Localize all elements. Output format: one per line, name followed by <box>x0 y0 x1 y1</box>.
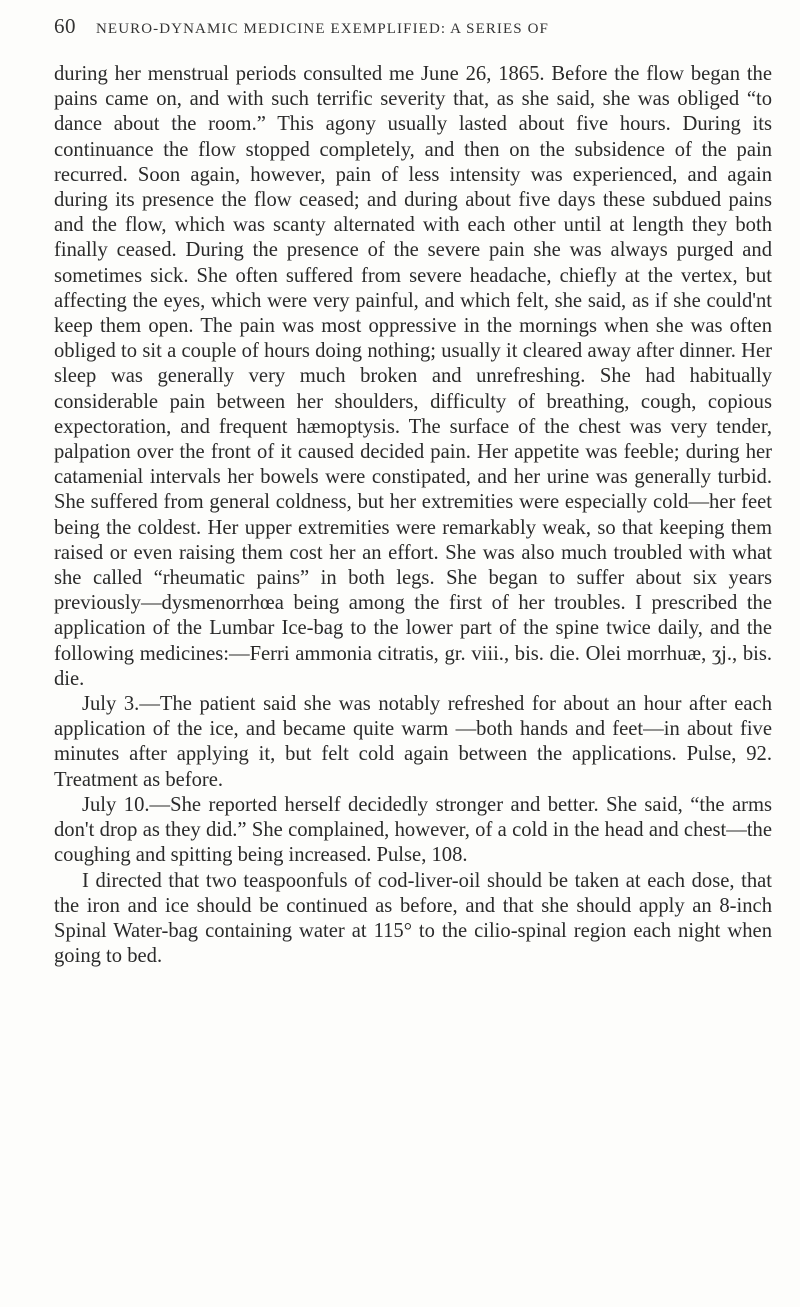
page-number: 60 <box>54 14 76 38</box>
paragraph-july-10: July 10.—She reported herself decidedly stronger and better. She said, “the arms don't drop as they did.” She complained, however, of a cold in the head and chest—the coughing and spitting being increased. Pulse, 108. <box>54 793 772 867</box>
paragraph-case-history: during her menstrual periods consulted me June 26, 1865. Before the flow began the pains came on, and with such terrific severity that, as she said, she was obliged “to dance about the room.” This agony usually lasted about five hours. During its continuance the flow stopped completely, and then on the subsidence of the pain recurred. Soon again, however, pain of less intensity was experienced, and again during its presence the flow ceased; and during about five days these subdued pains and the flow, which was scanty alternated with each other until at length they both finally ceased. During the presence of the severe pain she was always purged and sometimes sick. She often suffered from severe headache, chiefly at the vertex, but affecting the eyes, which were very painful, and which felt, she said, as if she could'nt keep them open. The pain was most oppressive in the mornings when she was often obliged to sit a couple of hours doing nothing; usually it cleared away after dinner. Her sleep was generally very much broken and unrefreshing. She had habitually considerable pain between her shoulders, difficulty of breathing, cough, copious expectoration, and frequent hæmoptysis. The surface of the chest was very tender, palpation over the front of it caused decided pain. Her appetite was feeble; during her catamenial intervals her bowels were constipated, and her urine was generally turbid. She suffered from general coldness, but her extremities were especially cold—her feet being the coldest. Her upper extremities were remarkably weak, so that keeping them raised or even raising them cost her an effort. She was also much troubled with what she called “rheumatic pains” in both legs. She began to suffer about six years previously—dysmenorrhœa being among the first of her troubles. I prescribed the application of the Lumbar Ice-bag to the lower part of the spine twice daily, and the following medicines:—Ferri ammonia citratis, gr. viii., bis. die. Olei morrhuæ, ʒj., bis. die. <box>54 63 772 690</box>
body-text <box>54 62 772 969</box>
paragraph-directions: I directed that two teaspoonfuls of cod-liver-oil should be taken at each dose, that the iron and ice should be continued as before, and that she should apply an 8-inch Spinal Water-bag containing water at 115° to the cilio-spinal region each night when going to bed. <box>54 869 772 968</box>
running-head <box>54 14 774 54</box>
paragraph-july-3: July 3.—The patient said she was notably refreshed for about an hour after each application of the ice, and became quite warm —both hands and feet—in about five minutes after applying it, but felt cold again between the applications. Pulse, 92. Treatment as before. <box>54 693 772 791</box>
running-title: NEURO-DYNAMIC MEDICINE EXEMPLIFIED: A SERIES OF <box>96 21 549 37</box>
